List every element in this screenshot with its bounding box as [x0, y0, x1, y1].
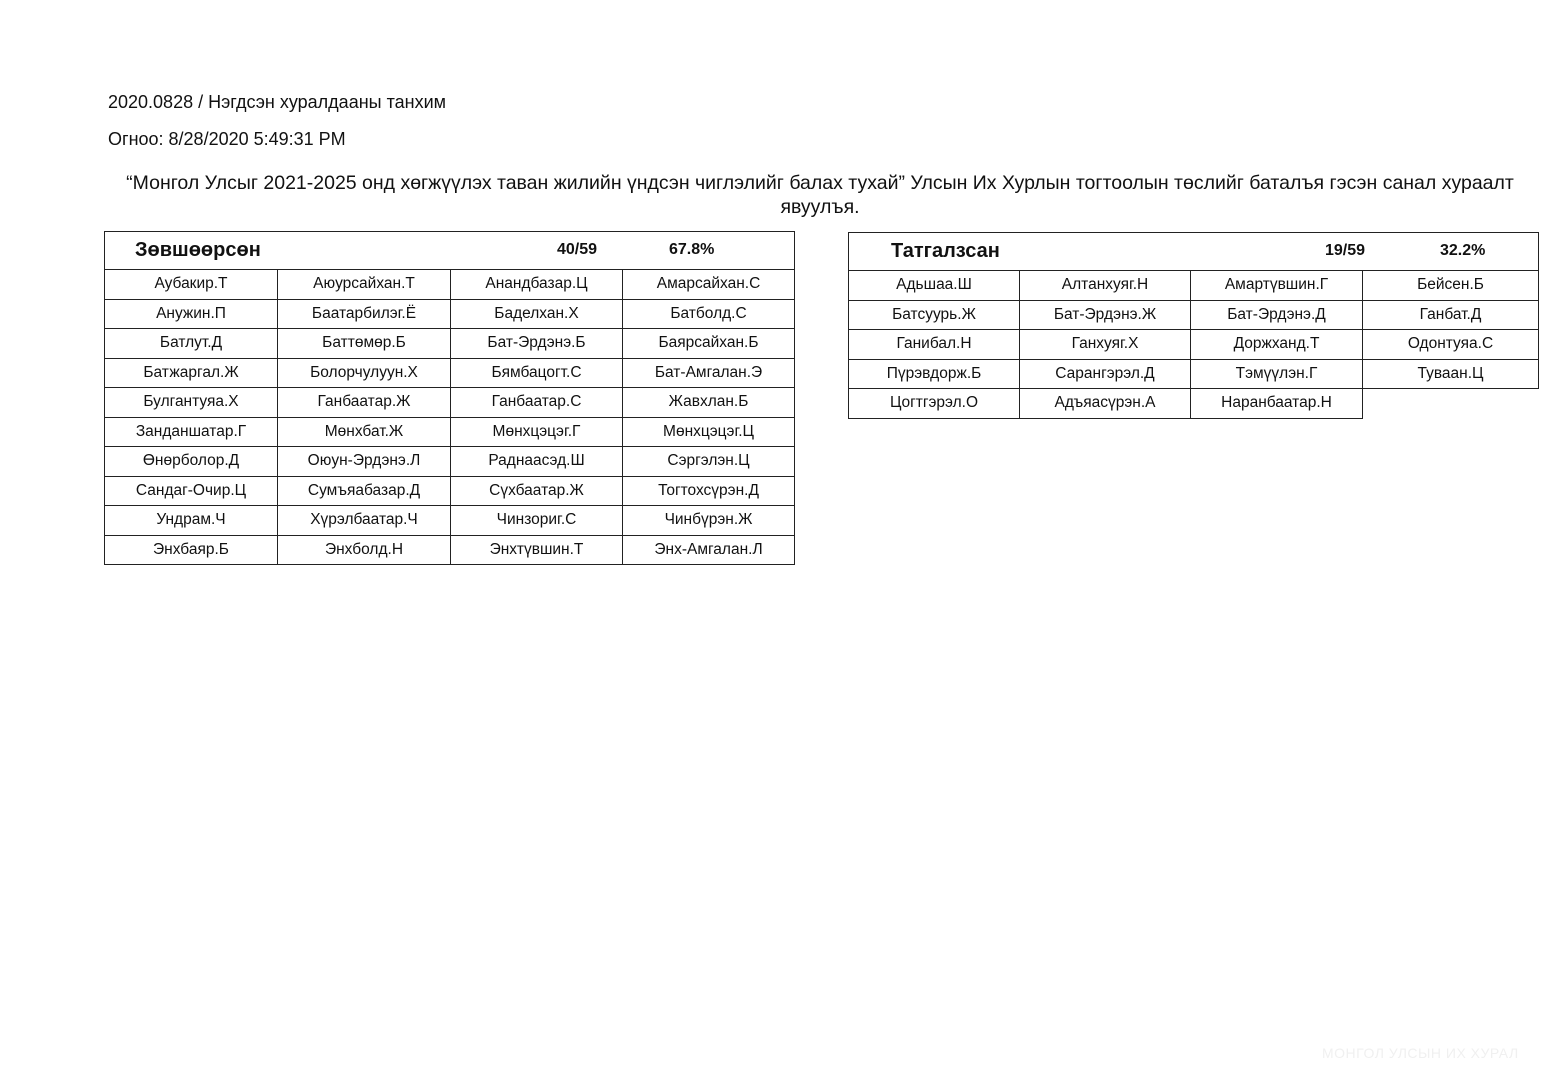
- member-name-cell: Оюун-Эрдэнэ.Л: [278, 447, 451, 477]
- member-name-cell: Мөнхцэцэг.Ц: [623, 417, 795, 447]
- member-name-cell: Тэмүүлэн.Г: [1191, 359, 1363, 389]
- table-row: [105, 476, 795, 506]
- member-name-cell: Баярсайхан.Б: [623, 329, 795, 359]
- member-name-cell: Анужин.П: [105, 299, 278, 329]
- member-name-cell: [1363, 389, 1539, 419]
- member-name-cell: Баттөмөр.Б: [278, 329, 451, 359]
- member-name-cell: Ганбаатар.Ж: [278, 388, 451, 418]
- member-name-cell: Бямбацогт.С: [451, 358, 623, 388]
- member-name-cell: Туваан.Ц: [1363, 359, 1539, 389]
- member-name-cell: Батсуурь.Ж: [849, 300, 1020, 330]
- member-name-cell: Сарангэрэл.Д: [1020, 359, 1191, 389]
- member-name-cell: Ганбаатар.С: [451, 388, 623, 418]
- member-name-cell: Доржханд.Т: [1191, 330, 1363, 360]
- member-name-cell: Бат-Амгалан.Э: [623, 358, 795, 388]
- approved-title: Зөвшөөрсөн: [135, 239, 261, 261]
- member-name-cell: Батжаргал.Ж: [105, 358, 278, 388]
- table-row: [105, 270, 795, 300]
- member-name-cell: Наранбаатар.Н: [1191, 389, 1363, 419]
- vote-date: Огноо: 8/28/2020 5:49:31 PM: [108, 129, 346, 149]
- member-name-cell: Одонтуяа.С: [1363, 330, 1539, 360]
- member-name-cell: Булгантуяа.Х: [105, 388, 278, 418]
- member-name-cell: Батлут.Д: [105, 329, 278, 359]
- member-name-cell: Баделхан.Х: [451, 299, 623, 329]
- member-name-cell: Ганибал.Н: [849, 330, 1020, 360]
- member-name-cell: Мөнхбат.Ж: [278, 417, 451, 447]
- member-name-cell: Занданшатар.Г: [105, 417, 278, 447]
- rejected-table: [848, 232, 1539, 419]
- member-name-cell: Анандбазар.Ц: [451, 270, 623, 300]
- session-line: 2020.0828 / Нэгдсэн хуралдааны танхим: [108, 92, 447, 112]
- table-row: [849, 300, 1539, 330]
- member-name-cell: Ганбат.Д: [1363, 300, 1539, 330]
- table-row: [849, 271, 1539, 301]
- member-name-cell: Ганхуяг.Х: [1020, 330, 1191, 360]
- member-name-cell: Баатарбилэг.Ё: [278, 299, 451, 329]
- member-name-cell: Пүрэвдорж.Б: [849, 359, 1020, 389]
- member-name-cell: Адьшаа.Ш: [849, 271, 1020, 301]
- table-row: [849, 330, 1539, 360]
- motion-text: “Монгол Улсыг 2021-2025 онд хөгжүүлэх таван жилийн үндсэн чиглэлийг балах тухай” Улсын Их Хурлын тогтоолын төслийг баталъя гэсэн санал хураалт явуулъя.: [126, 172, 1514, 218]
- table-row: [105, 329, 795, 359]
- rejected-rows: [849, 271, 1539, 419]
- table-row: [105, 417, 795, 447]
- member-name-cell: Чинзориг.С: [451, 506, 623, 536]
- member-name-cell: Алтанхуяг.Н: [1020, 271, 1191, 301]
- rejected-title: Татгалзсан: [891, 240, 1000, 262]
- approved-count: 40/59: [557, 241, 598, 258]
- member-name-cell: Сэргэлэн.Ц: [623, 447, 795, 477]
- member-name-cell: Бат-Эрдэнэ.Д: [1191, 300, 1363, 330]
- member-name-cell: Бат-Эрдэнэ.Б: [451, 329, 623, 359]
- rejected-header-row: [849, 233, 1539, 271]
- member-name-cell: Амарсайхан.С: [623, 270, 795, 300]
- table-row: [105, 388, 795, 418]
- table-row: [105, 358, 795, 388]
- table-row: [849, 389, 1539, 419]
- member-name-cell: Мөнхцэцэг.Г: [451, 417, 623, 447]
- member-name-cell: Сандаг-Очир.Ц: [105, 476, 278, 506]
- watermark: МОНГОЛ УЛСЫН ИХ ХУРАЛ: [1322, 1045, 1519, 1061]
- rejected-count: 19/59: [1325, 242, 1366, 259]
- member-name-cell: Энхтүвшин.Т: [451, 535, 623, 565]
- member-name-cell: Чинбүрэн.Ж: [623, 506, 795, 536]
- table-row: [105, 535, 795, 565]
- member-name-cell: Өнөрболор.Д: [105, 447, 278, 477]
- member-name-cell: Бат-Эрдэнэ.Ж: [1020, 300, 1191, 330]
- member-name-cell: Сумъяабазар.Д: [278, 476, 451, 506]
- member-name-cell: Сүхбаатар.Ж: [451, 476, 623, 506]
- approved-header-row: [105, 232, 795, 270]
- member-name-cell: Хүрэлбаатар.Ч: [278, 506, 451, 536]
- member-name-cell: Адъяасүрэн.А: [1020, 389, 1191, 419]
- table-row: [105, 506, 795, 536]
- approved-rows: [105, 270, 795, 565]
- member-name-cell: Тогтохсүрэн.Д: [623, 476, 795, 506]
- table-row: [105, 447, 795, 477]
- member-name-cell: Аубакир.Т: [105, 270, 278, 300]
- member-name-cell: Цогтгэрэл.О: [849, 389, 1020, 419]
- member-name-cell: Ундрам.Ч: [105, 506, 278, 536]
- member-name-cell: Энхбаяр.Б: [105, 535, 278, 565]
- approved-table: [104, 231, 795, 565]
- member-name-cell: Энх-Амгалан.Л: [623, 535, 795, 565]
- table-row: [849, 359, 1539, 389]
- member-name-cell: Энхболд.Н: [278, 535, 451, 565]
- member-name-cell: Болорчулуун.Х: [278, 358, 451, 388]
- member-name-cell: Батболд.С: [623, 299, 795, 329]
- member-name-cell: Раднаасэд.Ш: [451, 447, 623, 477]
- approved-percent: 67.8%: [669, 241, 715, 258]
- member-name-cell: Бейсен.Б: [1363, 271, 1539, 301]
- member-name-cell: Жавхлан.Б: [623, 388, 795, 418]
- rejected-percent: 32.2%: [1440, 242, 1486, 259]
- member-name-cell: Аюурсайхан.Т: [278, 270, 451, 300]
- table-row: [105, 299, 795, 329]
- member-name-cell: Амартүвшин.Г: [1191, 271, 1363, 301]
